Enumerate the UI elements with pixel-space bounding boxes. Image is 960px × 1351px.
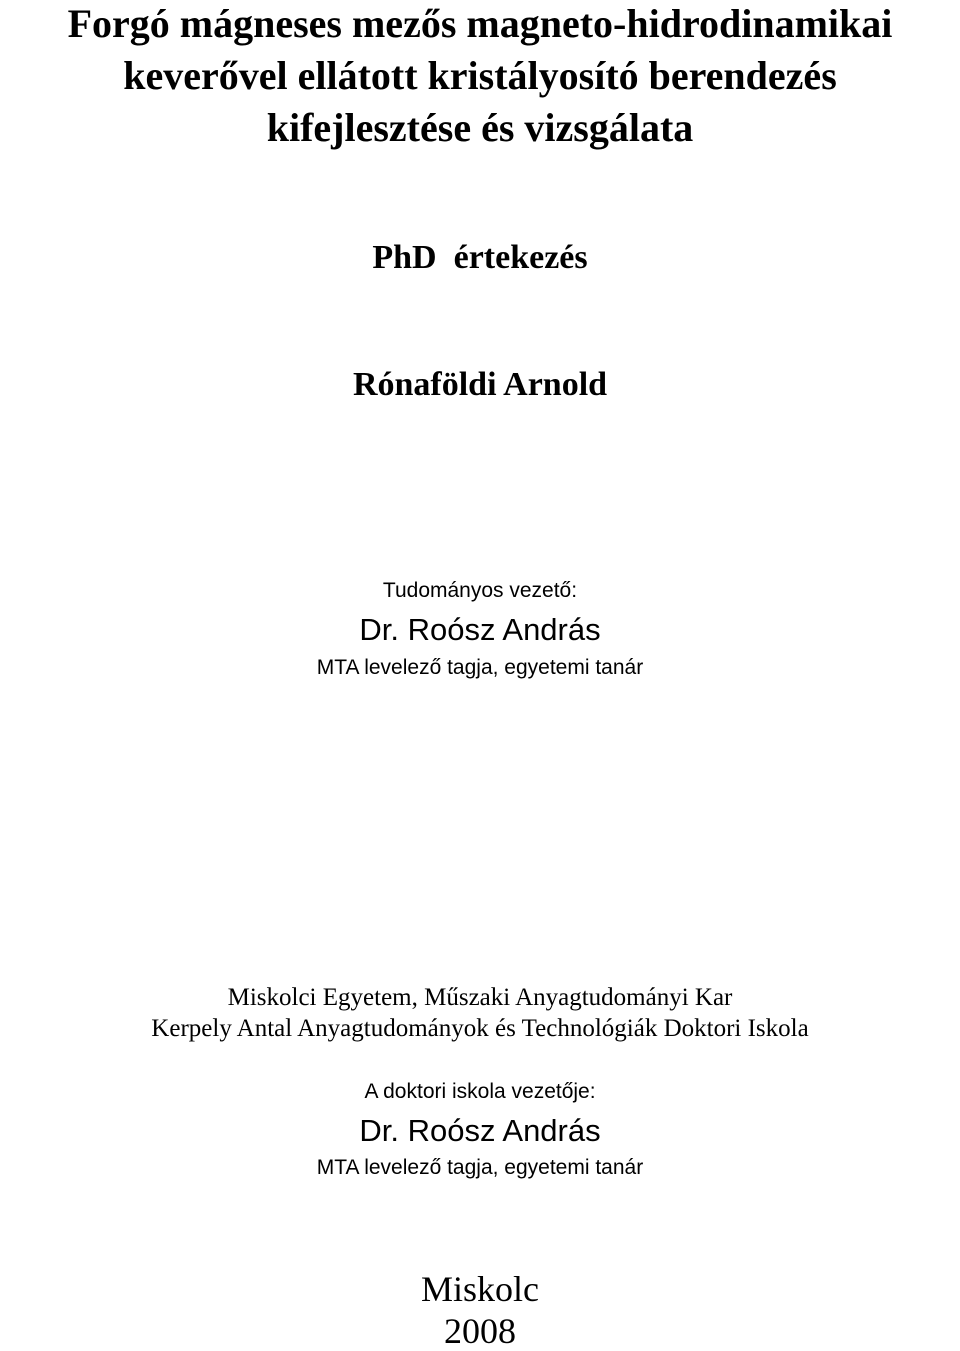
supervisor-label: Tudományos vezető:: [382, 579, 578, 602]
institution-doctoral-school: Kerpely Antal Anyagtudományok és Technológiák Doktori Iskola: [151, 1015, 809, 1042]
title-line-3: kifejlesztése és vizsgálata: [266, 105, 694, 150]
place: Miskolc: [420, 1269, 539, 1309]
author-name: Rónaföldi Arnold: [352, 366, 608, 403]
title-line-2: keverővel ellátott kristályosító berendezés: [123, 53, 837, 98]
school-head-position: MTA levelező tagja, egyetemi tanár: [316, 1156, 644, 1179]
supervisor-name: Dr. Roósz András: [359, 612, 601, 647]
title-line-1: Forgó mágneses mezős magneto-hidrodinamikai: [67, 1, 893, 46]
school-head-label: A doktori iskola vezetője:: [364, 1080, 596, 1103]
supervisor-position: MTA levelező tagja, egyetemi tanár: [316, 656, 644, 679]
year: 2008: [444, 1311, 516, 1351]
degree-label: PhD értekezés: [372, 239, 588, 276]
school-head-name: Dr. Roósz András: [359, 1113, 601, 1148]
institution-faculty: Miskolci Egyetem, Műszaki Anyagtudományi Kar: [227, 984, 733, 1011]
